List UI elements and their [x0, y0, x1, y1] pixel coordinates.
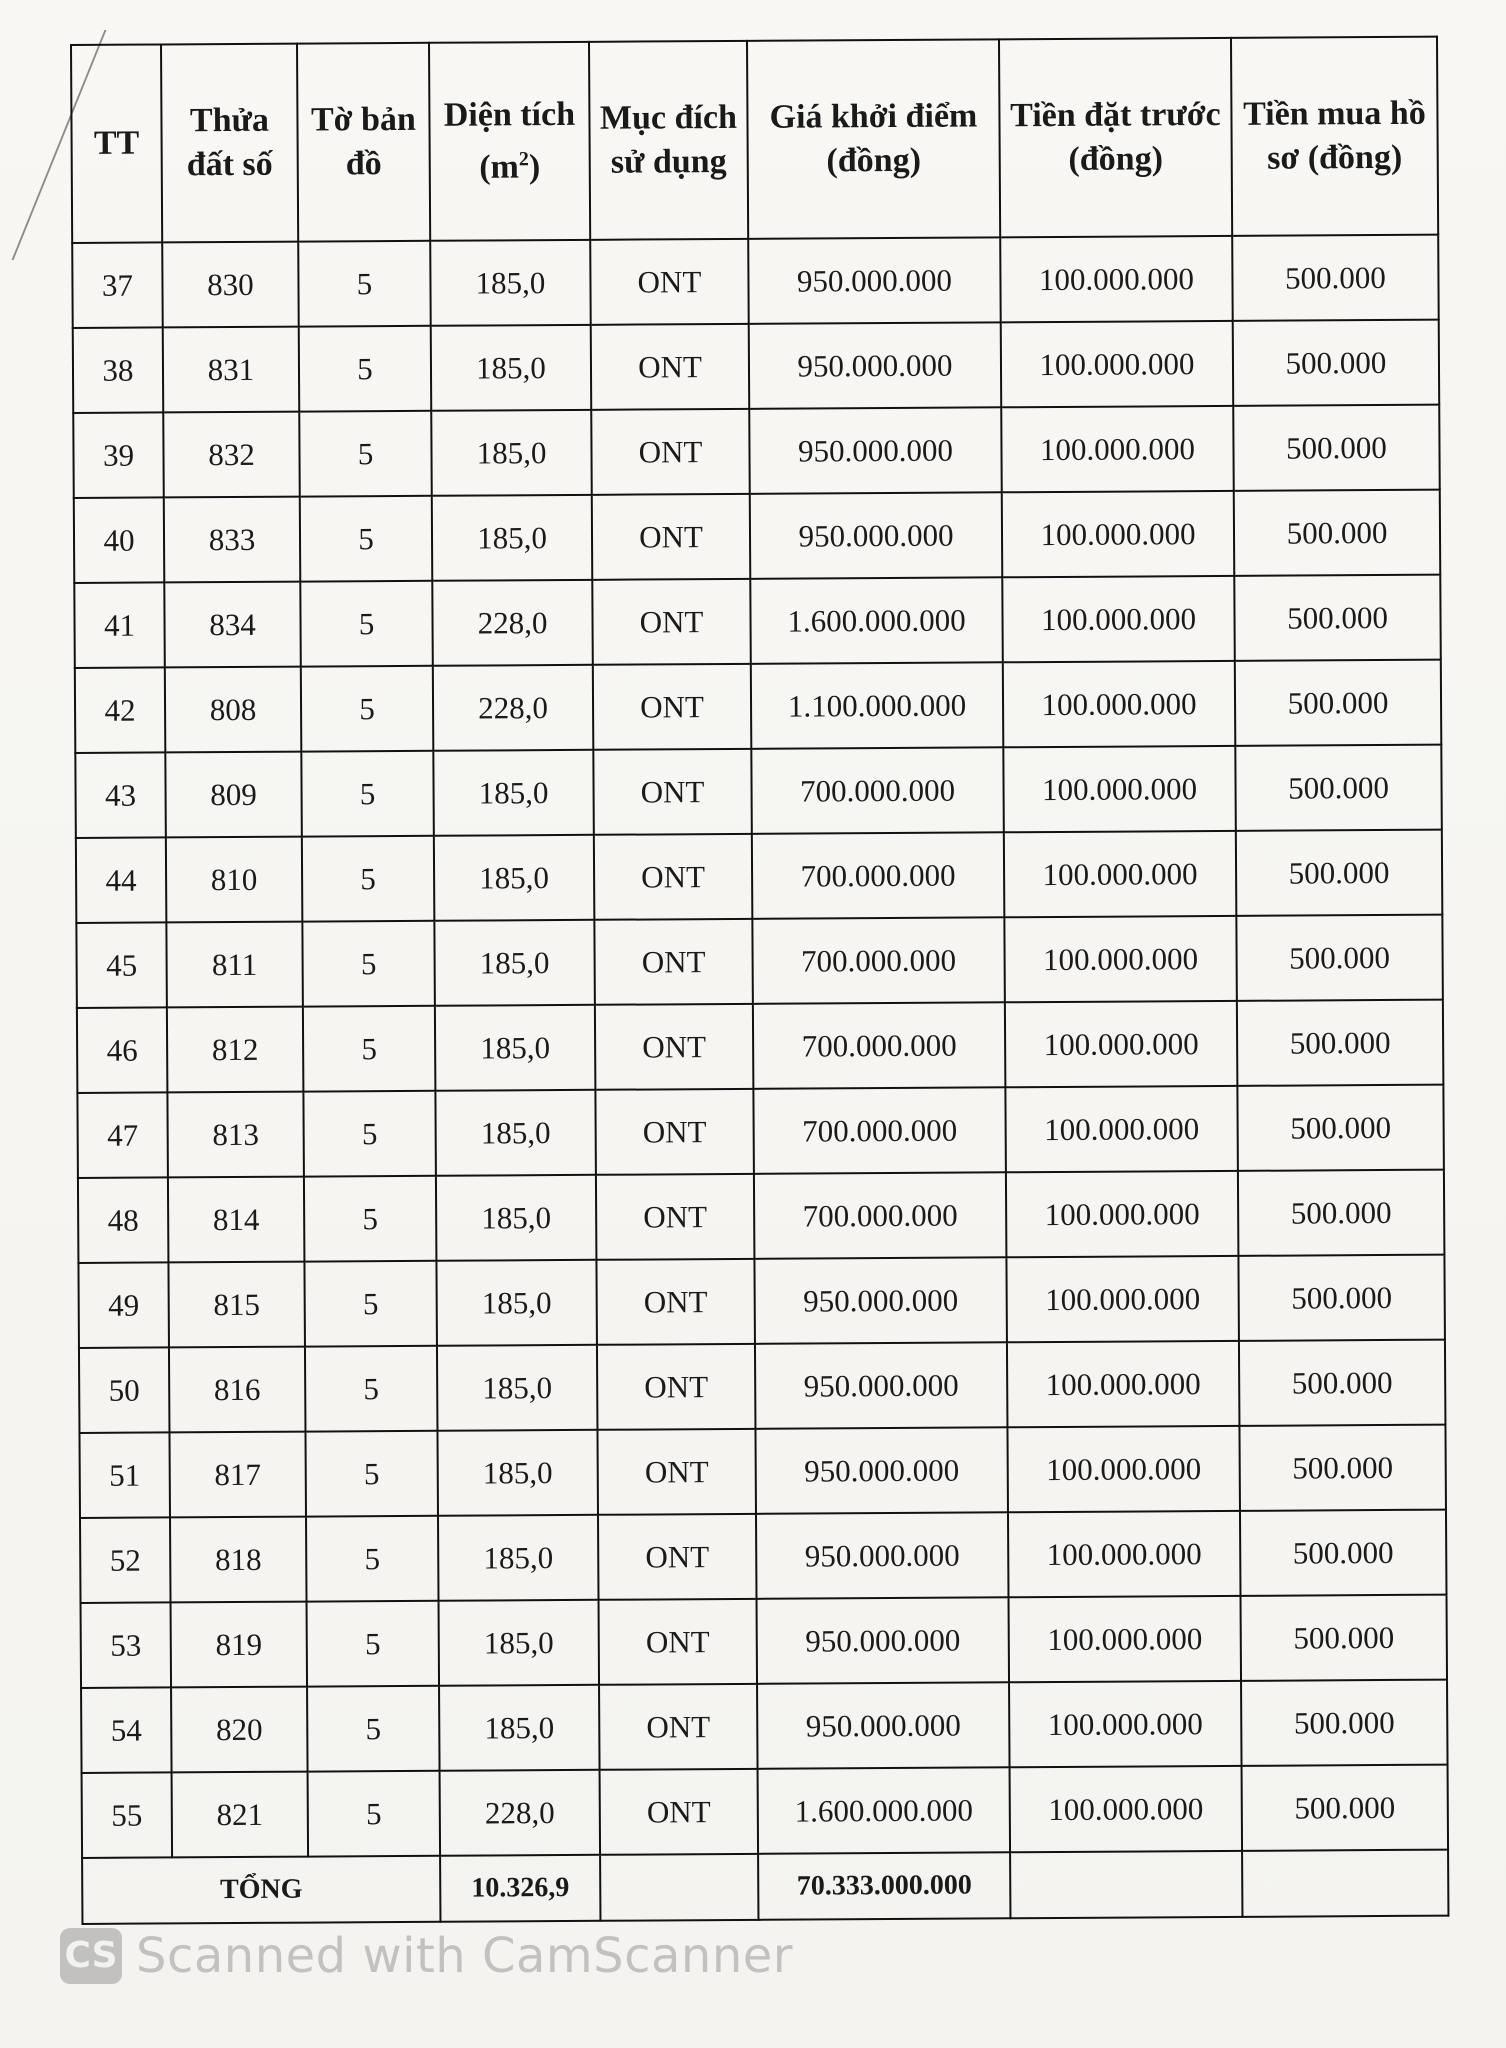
cell-gia-khoi-diem: 950.000.000: [755, 1427, 1008, 1514]
header-tien-ho-so: Tiền mua hồ sơ (đồng): [1231, 37, 1438, 236]
cell-thua-dat: 811: [166, 922, 303, 1008]
cell-stt: 42: [75, 667, 166, 753]
cell-muc-dich: ONT: [595, 1089, 754, 1175]
cell-to-ban-do: 5: [302, 921, 435, 1007]
cell-stt: 44: [76, 837, 167, 923]
cell-thua-dat: 820: [171, 1687, 308, 1773]
cell-gia-khoi-diem: 950.000.000: [749, 407, 1002, 494]
watermark-text: Scanned with CamScanner: [136, 1928, 794, 1984]
cell-stt: 53: [81, 1602, 172, 1688]
cell-thua-dat: 833: [164, 497, 301, 583]
table-row: [78, 1170, 1444, 1263]
cell-muc-dich: ONT: [593, 749, 752, 835]
cell-tien-dat-truoc: 100.000.000: [1001, 406, 1234, 492]
table-row: [74, 490, 1440, 583]
cell-thua-dat: 832: [163, 412, 300, 498]
cell-tien-dat-truoc: 100.000.000: [1007, 1341, 1240, 1427]
cell-muc-dich: ONT: [597, 1344, 756, 1430]
cell-thua-dat: 834: [164, 582, 301, 668]
cell-tien-dat-truoc: 100.000.000: [1002, 491, 1235, 577]
table-row: [77, 1000, 1443, 1093]
cell-tien-ho-so: 500.000: [1238, 1170, 1445, 1256]
cell-muc-dich: ONT: [598, 1514, 757, 1600]
cell-tien-dat-truoc: 100.000.000: [1005, 1001, 1238, 1087]
total-gia-khoi-diem: 70.333.000.000: [758, 1852, 1010, 1920]
header-stt: TT: [71, 44, 162, 243]
cell-thua-dat: 815: [168, 1262, 305, 1348]
cell-tien-dat-truoc: 100.000.000: [1003, 661, 1236, 747]
cell-tien-dat-truoc: 100.000.000: [1003, 746, 1236, 832]
cell-stt: 51: [79, 1432, 170, 1518]
cell-muc-dich: ONT: [599, 1684, 758, 1770]
cell-dien-tich: 185,0: [434, 835, 595, 921]
cell-thua-dat: 830: [162, 242, 299, 328]
cell-to-ban-do: 5: [307, 1686, 440, 1772]
table-row: [81, 1595, 1447, 1688]
table-row: [81, 1680, 1447, 1773]
cell-tien-ho-so: 500.000: [1234, 490, 1441, 576]
cell-tien-ho-so: 500.000: [1233, 405, 1440, 491]
cell-dien-tich: 185,0: [436, 1260, 597, 1346]
total-muc-dich-empty: [600, 1854, 758, 1921]
cell-tien-ho-so: 500.000: [1239, 1425, 1446, 1511]
cell-to-ban-do: 5: [305, 1431, 438, 1517]
auction-table: [70, 36, 1449, 1925]
cell-stt: 54: [81, 1687, 172, 1773]
cell-gia-khoi-diem: 950.000.000: [755, 1342, 1008, 1429]
header-gia-khoi-diem: Giá khởi điểm (đồng): [747, 39, 1000, 239]
cell-muc-dich: ONT: [590, 239, 749, 325]
cell-stt: 50: [79, 1347, 170, 1433]
table-row: [78, 1255, 1444, 1348]
cell-to-ban-do: 5: [301, 666, 434, 752]
cell-tien-ho-so: 500.000: [1233, 320, 1440, 406]
cell-tien-dat-truoc: 100.000.000: [1005, 1086, 1238, 1172]
cell-thua-dat: 817: [169, 1432, 306, 1518]
cell-to-ban-do: 5: [302, 836, 435, 922]
cell-dien-tich: 185,0: [438, 1515, 599, 1601]
cell-dien-tich: 185,0: [439, 1600, 600, 1686]
cell-tien-ho-so: 500.000: [1240, 1510, 1447, 1596]
cell-stt: 43: [75, 752, 166, 838]
cell-muc-dich: ONT: [593, 664, 752, 750]
cell-to-ban-do: 5: [303, 1006, 436, 1092]
cell-muc-dich: ONT: [594, 919, 753, 1005]
cell-to-ban-do: 5: [301, 751, 434, 837]
cell-thua-dat: 808: [165, 667, 302, 753]
cell-to-ban-do: 5: [305, 1346, 438, 1432]
cell-gia-khoi-diem: 950.000.000: [748, 237, 1001, 324]
cell-tien-ho-so: 500.000: [1232, 235, 1439, 321]
cell-to-ban-do: 5: [304, 1261, 437, 1347]
table-row: [72, 235, 1438, 328]
cell-tien-ho-so: 500.000: [1242, 1765, 1449, 1851]
cell-to-ban-do: 5: [298, 241, 431, 327]
cell-dien-tich: 185,0: [437, 1345, 598, 1431]
cell-dien-tich: 185,0: [432, 495, 593, 581]
table-body: [72, 235, 1448, 1858]
cell-stt: 52: [80, 1517, 171, 1603]
cell-tien-dat-truoc: 100.000.000: [1006, 1171, 1239, 1257]
cell-muc-dich: ONT: [599, 1599, 758, 1685]
table-row: [76, 830, 1442, 923]
cell-to-ban-do: 5: [299, 326, 432, 412]
cell-thua-dat: 809: [165, 752, 302, 838]
cell-gia-khoi-diem: 950.000.000: [757, 1597, 1010, 1684]
cell-tien-dat-truoc: 100.000.000: [1004, 916, 1237, 1002]
cell-gia-khoi-diem: 700.000.000: [754, 1172, 1007, 1259]
cell-gia-khoi-diem: 950.000.000: [757, 1682, 1010, 1769]
cell-to-ban-do: 5: [306, 1516, 439, 1602]
cell-thua-dat: 831: [163, 327, 300, 413]
total-row: [82, 1850, 1448, 1924]
cell-dien-tich: 185,0: [434, 920, 595, 1006]
cell-tien-ho-so: 500.000: [1241, 1595, 1448, 1681]
cell-tien-ho-so: 500.000: [1237, 1000, 1444, 1086]
cell-tien-dat-truoc: 100.000.000: [1000, 236, 1233, 322]
cell-tien-ho-so: 500.000: [1235, 660, 1442, 746]
cell-to-ban-do: 5: [304, 1176, 437, 1262]
cell-dien-tich: 228,0: [432, 580, 593, 666]
cell-dien-tich: 185,0: [435, 1005, 596, 1091]
cell-stt: 49: [78, 1262, 169, 1348]
cell-tien-dat-truoc: 100.000.000: [1010, 1766, 1243, 1852]
table-row: [79, 1425, 1445, 1518]
header-to-ban-do: Tờ bản đồ: [297, 43, 430, 242]
cell-dien-tich: 185,0: [430, 240, 591, 326]
cell-tien-ho-so: 500.000: [1238, 1255, 1445, 1341]
table-header-row: [71, 37, 1438, 243]
table-row: [75, 660, 1441, 753]
cell-gia-khoi-diem: 950.000.000: [756, 1512, 1009, 1599]
cell-gia-khoi-diem: 700.000.000: [753, 1002, 1006, 1089]
cell-thua-dat: 812: [167, 1007, 304, 1093]
cell-stt: 39: [73, 412, 164, 498]
cell-muc-dich: ONT: [591, 409, 750, 495]
cell-stt: 46: [77, 1007, 168, 1093]
cell-stt: 47: [77, 1092, 168, 1178]
cell-gia-khoi-diem: 700.000.000: [752, 832, 1005, 919]
cell-tien-dat-truoc: 100.000.000: [1007, 1426, 1240, 1512]
total-dien-tich: 10.326,9: [440, 1855, 600, 1922]
camscanner-logo-icon: CS: [60, 1928, 122, 1984]
header-tien-dat-truoc: Tiền đặt trước (đồng): [999, 38, 1232, 237]
cell-to-ban-do: 5: [300, 496, 433, 582]
cell-dien-tich: 185,0: [431, 325, 592, 411]
table-row: [82, 1765, 1448, 1858]
cell-muc-dich: ONT: [592, 579, 751, 665]
cell-dien-tich: 228,0: [440, 1770, 601, 1856]
cell-tien-dat-truoc: 100.000.000: [1001, 321, 1234, 407]
camscanner-watermark: [60, 1928, 793, 1984]
cell-dien-tich: 185,0: [433, 750, 594, 836]
cell-gia-khoi-diem: 700.000.000: [753, 1087, 1006, 1174]
cell-dien-tich: 228,0: [433, 665, 594, 751]
table-row: [79, 1340, 1445, 1433]
cell-thua-dat: 818: [170, 1517, 307, 1603]
cell-tien-ho-so: 500.000: [1237, 1085, 1444, 1171]
total-tien-ho-so-empty: [1242, 1850, 1448, 1917]
cell-tien-ho-so: 500.000: [1235, 745, 1442, 831]
cell-stt: 40: [74, 497, 165, 583]
table-row: [76, 915, 1442, 1008]
cell-tien-dat-truoc: 100.000.000: [1009, 1596, 1242, 1682]
total-label: TỔNG: [82, 1856, 440, 1924]
cell-gia-khoi-diem: 1.600.000.000: [750, 577, 1003, 664]
cell-tien-ho-so: 500.000: [1241, 1680, 1448, 1766]
cell-tien-dat-truoc: 100.000.000: [1009, 1681, 1242, 1767]
cell-gia-khoi-diem: 1.100.000.000: [751, 662, 1004, 749]
cell-stt: 55: [82, 1772, 173, 1858]
cell-tien-ho-so: 500.000: [1236, 830, 1443, 916]
cell-gia-khoi-diem: 950.000.000: [749, 322, 1002, 409]
cell-gia-khoi-diem: 700.000.000: [752, 917, 1005, 1004]
cell-gia-khoi-diem: 950.000.000: [754, 1257, 1007, 1344]
header-thua-dat: Thửa đất số: [161, 44, 298, 243]
cell-muc-dich: ONT: [591, 324, 750, 410]
table-row: [73, 320, 1439, 413]
cell-dien-tich: 185,0: [435, 1090, 596, 1176]
cell-thua-dat: 814: [168, 1177, 305, 1263]
header-muc-dich: Mục đích sử dụng: [589, 41, 748, 240]
cell-stt: 45: [76, 922, 167, 1008]
cell-tien-ho-so: 500.000: [1236, 915, 1443, 1001]
header-dien-tich: Diện tích $(m^2)$: [429, 42, 590, 241]
total-tien-dat-truoc-empty: [1010, 1851, 1242, 1918]
cell-muc-dich: ONT: [594, 834, 753, 920]
cell-thua-dat: 819: [171, 1602, 308, 1688]
cell-to-ban-do: 5: [299, 411, 432, 497]
cell-tien-ho-so: 500.000: [1239, 1340, 1446, 1426]
cell-muc-dich: ONT: [596, 1259, 755, 1345]
table-row: [73, 405, 1439, 498]
cell-gia-khoi-diem: 700.000.000: [751, 747, 1004, 834]
cell-muc-dich: ONT: [600, 1769, 759, 1855]
cell-to-ban-do: 5: [308, 1771, 441, 1857]
cell-dien-tich: 185,0: [437, 1430, 598, 1516]
cell-thua-dat: 813: [167, 1092, 304, 1178]
cell-tien-dat-truoc: 100.000.000: [1002, 576, 1235, 662]
cell-to-ban-do: 5: [303, 1091, 436, 1177]
cell-stt: 37: [72, 242, 163, 328]
cell-muc-dich: ONT: [592, 494, 751, 580]
cell-tien-dat-truoc: 100.000.000: [1004, 831, 1237, 917]
cell-thua-dat: 816: [169, 1347, 306, 1433]
cell-to-ban-do: 5: [307, 1601, 440, 1687]
cell-thua-dat: 810: [166, 837, 303, 923]
cell-gia-khoi-diem: 950.000.000: [750, 492, 1003, 579]
cell-tien-ho-so: 500.000: [1234, 575, 1441, 661]
cell-stt: 41: [74, 582, 165, 668]
cell-dien-tich: 185,0: [431, 410, 592, 496]
cell-tien-dat-truoc: 100.000.000: [1006, 1256, 1239, 1342]
cell-thua-dat: 821: [172, 1772, 309, 1858]
cell-muc-dich: ONT: [596, 1174, 755, 1260]
cell-to-ban-do: 5: [300, 581, 433, 667]
cell-tien-dat-truoc: 100.000.000: [1008, 1511, 1241, 1597]
table-row: [75, 745, 1441, 838]
cell-dien-tich: 185,0: [436, 1175, 597, 1261]
table-row: [77, 1085, 1443, 1178]
cell-stt: 48: [78, 1177, 169, 1263]
table-row: [80, 1510, 1446, 1603]
cell-muc-dich: ONT: [595, 1004, 754, 1090]
cell-muc-dich: ONT: [597, 1429, 756, 1515]
table-row: [74, 575, 1440, 668]
auction-table-sheet: [70, 36, 1447, 1925]
cell-dien-tich: 185,0: [439, 1685, 600, 1771]
cell-gia-khoi-diem: 1.600.000.000: [758, 1767, 1011, 1854]
cell-stt: 38: [73, 327, 164, 413]
